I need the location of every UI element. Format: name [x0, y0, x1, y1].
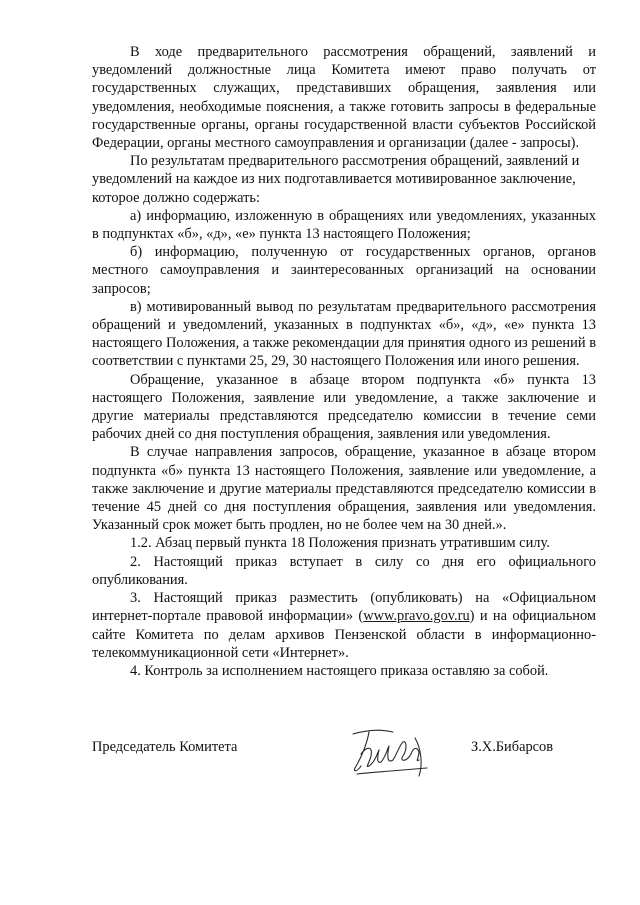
clause-3 [92, 589, 596, 662]
list-item-a: а) информацию, изложенную в обращениях или уведомлениях, указанных в подпунктах «б», «д», «е» пункта 13 настоящего Положения; [92, 207, 596, 243]
list-item-v: в) мотивированный вывод по результатам предварительного рассмотрения обращений и уведомлений, указанных в подпунктах «б», «д», «е» пункта 13 настоящего Положения, а также рекомендации для принятия одного из решений в соответствии с пунктами 25, 29, 30 настоящего Положения или иного решения. [92, 298, 596, 370]
clause-2: 2. Настоящий приказ вступает в силу со дня его официального опубликования. [92, 553, 596, 588]
signature-block [92, 738, 602, 798]
document-body [92, 43, 596, 680]
paragraph-preliminary-review: В ходе предварительного рассмотрения обращений, заявлений и уведомлений должностные лица Комитета имеют право получать от государственных служащих, представивших обращения, заявления или уведомления, необходимые пояснения, а также готовить запросы в федеральные государственные органы, органы государственной власти субъектов Российской Федерации, органы местного самоуправления и организации (далее - запросы). [92, 44, 596, 152]
clause-1-2: 1.2. Абзац первый пункта 18 Положения признать утратившим силу. [130, 535, 550, 552]
signatory-title: Председатель Комитета [92, 739, 238, 755]
paragraph-requests-45-days: В случае направления запросов, обращение, указанное в абзаце втором подпункта «б» пункта 13 настоящего Положения, заявление или уведомление, а также заключение и другие материалы представляются председателю комиссии в течение 45 дней со дня поступления обращения, заявления или уведомления. Указанный срок может быть продлен, но не более чем на 30 дней.». [92, 444, 596, 534]
paragraph-conclusion-intro: По результатам предварительного рассмотрения обращений, заявлений и уведомлений на каждое из них подготавливается мотивированное заключение, которое должно содержать: [92, 153, 580, 206]
list-item-b: б) информацию, полученную от государственных органов, органов местного самоуправления и заинтересованных организаций на основании запросов; [92, 244, 596, 297]
signatory-name: З.Х.Бибарсов [471, 739, 554, 755]
paragraph-materials-seven-days: Обращение, указанное в абзаце втором подпункта «б» пункта 13 настоящего Положения, заявление или уведомление, а также заключение и другие материалы представляются председателю комиссии в течение семи рабочих дней со дня поступления обращения, заявления или уведомления. [92, 371, 596, 443]
pravo-gov-link[interactable]: www.pravo.gov.ru [363, 608, 470, 625]
clause-4: 4. Контроль за исполнением настоящего приказа оставляю за собой. [130, 662, 549, 679]
clause-3-before: 3. Настоящий приказ разместить (опубликовать) на «Официальном интернет-портале правовой информации» ( [92, 590, 596, 625]
handwritten-signature [347, 724, 437, 780]
clause-3-after: ) и на официальном сайте Комитета по делам архивов Пензенской области в информационно-телекоммуникационной сети «Интернет». [92, 608, 596, 661]
